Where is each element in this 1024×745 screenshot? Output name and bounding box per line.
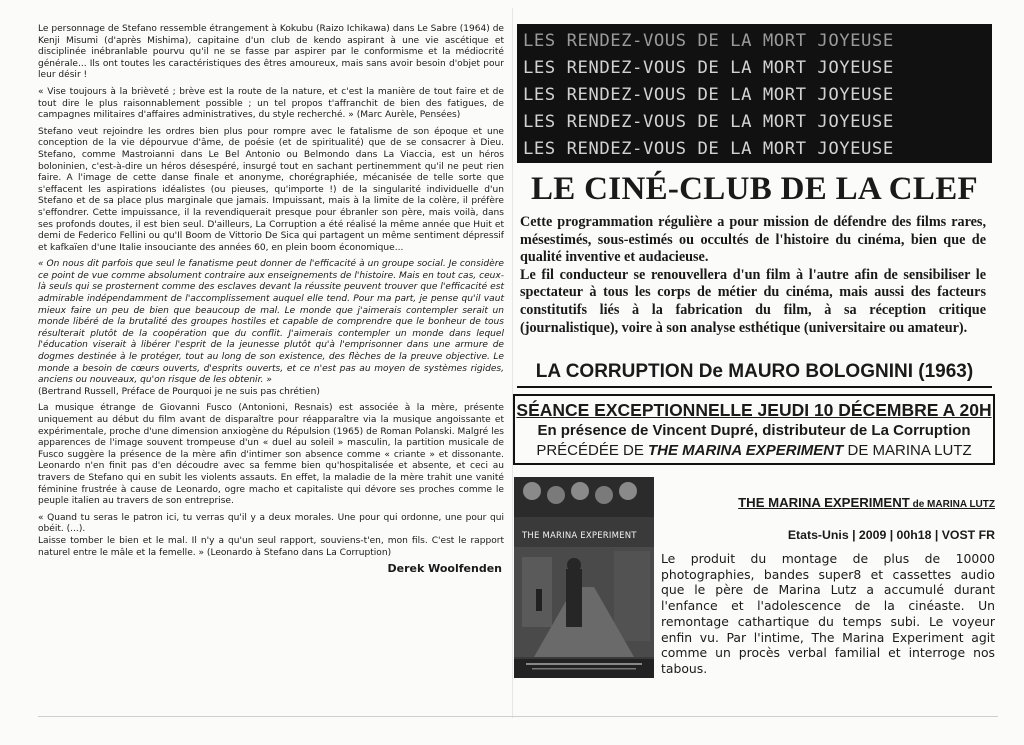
preceded-suffix: DE MARINA LUTZ (843, 442, 972, 459)
preceded-by-line (515, 441, 993, 461)
leonardo-quote-part-2: Laisse tomber le bien et le mal. Il n'y a qu'un seul rapport, souviens-t'en, mon fils. C'est le rapport naturel entre le mâle et la femelle. » (Leonardo à Stefano dans La Corruption) (38, 535, 504, 558)
poster-title: THE MARINA EXPERIMENT (522, 531, 637, 541)
russell-quote-credit: (Bertrand Russell, Préface de Pourquoi je ne suis pas chrétien) (38, 386, 320, 397)
fold-line (512, 8, 513, 718)
bottom-divider (38, 716, 998, 717)
banner-line: LES RENDEZ-VOUS DE LA MORT JOYEUSE (523, 112, 894, 132)
series-banner (517, 24, 992, 163)
preceded-prefix: PRÉCÉDÉE DE (536, 442, 649, 459)
review-paragraph-1: Le personnage de Stefano ressemble étrangement à Kokubu (Raizo Ichikawa) dans Le Sabre (1964) de Kenji Misumi (d'après Mishima), capitaine d'un club de kendo aspirant à une vie ascétique et disciplinée inébranlable pourvu qu'il ne se fasse par aspirer par le conformisme et la médiocrité générale... Ils ont toutes les caractéristiques des êtres amoureux, mais sans avoir besoin d'objet pour leur désir ! (38, 24, 504, 81)
intro-paragraph-2: Le fil conducteur se renouvellera d'un film à l'autre afin de sensibiliser le spectateur à tous les corps de métier du cinéma, mais aussi des facteurs constitutifs liés à la fabrication du film, à sa réception critique (journalistique), voire à son analyse esthétique (universitaire ou amateur). (520, 266, 986, 336)
review-paragraph-3: La musique étrange de Giovanni Fusco (Antonioni, Resnais) est associée à la mère, présente uniquement au début du film avant de disparaître pour réapparaître via la musique angoissante et expérimentale, proche d'une dimension anxiogène du Répulsion (1965) de Roman Polanski. Malgré les apparences de l'image souvent trompeuse d'un « duel au soleil » masculin, la partition musicale de Fusco suggère la présence de la mère afin d'intimer son absence comme « criante » et dissonante. Leonardo n'en finit pas d'en découdre avec sa femme bien qu'hospitalisée et absente, et ceci au travers de Stefano qui en subit les violents assauts. En effet, la maladie de la mère trahit une vanité féminine frustrée à cause de Leonardo, ogre macho et capitaliste qui dévore ses proches comme le peuple italien au travers de son entreprise. (38, 403, 504, 507)
short-film-title-inline: THE MARINA EXPERIMENT (648, 442, 844, 459)
short-film-title-text: THE MARINA EXPERIMENT (738, 495, 910, 510)
russell-quote: « On nous dit parfois que seul le fanatisme peut donner de l'efficacité à un groupe social. Je considère ce point de vue comme absolument contraire aux enseignements de l'histoire. Mais en tout cas, ceux-là seuls qui se prosternent comme des esclaves devant la réussite peuvent trouver que l'efficacité est admirable indépendamment de l'accomplissement auquel elle tend. Pour ma part, je pense qu'il vaut mieux faire un peu de bien que beaucoup de mal. Le monde que j'aimerais contempler serait un monde libéré de la brutalité des groupes hostiles et capable de comprendre que le bonheur de tous résulterait plutôt de la coopération que du conflit. J'aimerais contempler un monde dans lequel l'éducation viserait à libérer l'esprit de la jeunesse plutôt qu'à l'emprisonner dans une armure de dogmes destinée à le protéger, tout au long de son existence, des flèches de la preuve objective. Le monde a besoin de cœurs ouverts, d'esprits ouverts, et ce n'est pas au moyen de systèmes rigides, anciens ou nouveaux, qu'on risque de les obtenir. » (38, 259, 504, 386)
short-film-synopsis: Le produit du montage de plus de 10000 photographies, bandes super8 et cassettes audio que le père de Marina Lutz a accumulé durant l'enfance et l'adolescence de la cinéaste. Un remontage cathartique du temps subi. Le voyeur enfin vu. Par l'intime, The Marina Experiment agit comme un procès verbal familial et interroge nos tabous. (661, 551, 995, 676)
film-poster (514, 477, 654, 678)
screening-date: SÉANCE EXCEPTIONNELLE JEUDI 10 DÉCEMBRE A 20H (516, 400, 992, 420)
program-intro (520, 214, 986, 337)
leonardo-quote-part-1: « Quand tu seras le patron ici, tu verras qu'il y a deux morales. Une pour qui ordonne, une pour qui obéit. (...). (38, 512, 504, 535)
banner-line: LES RENDEZ-VOUS DE LA MORT JOYEUSE (523, 58, 894, 78)
author-signature: Derek Woolfenden (387, 562, 502, 576)
page-title: LE CINÉ-CLUB DE LA CLEF (531, 171, 978, 207)
poster-image (514, 477, 654, 678)
short-film-details (661, 494, 995, 677)
feature-film-heading: LA CORRUPTION De MAURO BOLOGNINI (1963) (517, 360, 992, 388)
banner-line: LES RENDEZ-VOUS DE LA MORT JOYEUSE (523, 139, 894, 159)
marcus-aurelius-quote: « Vise toujours à la brièveté ; brève est la route de la nature, et c'est la manière de tout faire et de tout dire le plus raisonnablement possible ; un tel propos t'affranchit de bien des fatigues, de campagnes militaires d'affaires administratives, du style recherché. » (Marc Aurèle, Pensées) (38, 86, 504, 121)
short-film-director: de MARINA LUTZ (909, 499, 995, 510)
banner-line: LES RENDEZ-VOUS DE LA MORT JOYEUSE (523, 31, 894, 51)
guest-line: En présence de Vincent Dupré, distributeur de La Corruption (537, 422, 971, 439)
banner-line: LES RENDEZ-VOUS DE LA MORT JOYEUSE (523, 85, 894, 105)
review-column (38, 24, 504, 714)
short-film-title (661, 494, 995, 514)
intro-paragraph-1: Cette programmation régulière a pour mission de défendre des films rares, mésestimés, sous-estimés ou occultés de l'histoire du cinéma, bien que de qualité inventive et audacieuse. (520, 214, 986, 266)
screening-box (513, 394, 995, 465)
review-paragraph-2: Stefano veut rejoindre les ordres bien plus pour rompre avec le fatalisme de son époque et une conception de la vie dépourvue d'âme, de poésie (et de spiritualité) que de se consacrer à Dieu. Stefano, comme Mastroianni dans Le Bel Antonio ou Belmondo dans La Viaccia, est un héros boloninien, c'est-à-dire un héros désespéré, insurgé tout en sachant pertinemment qu'il ne peut rien faire. A l'image de cette danse finale et anonyme, chorégraphiée, mécanisée de telle sorte que s'effacent les aspirations idéalistes (ou pieuses, qu'importe !) de la singularité individuelle d'un Stefano et de sa place plus marginale que jamais. Impuissant, mais à la limite de la colère, il préfère s'effondrer. Cette impuissance, il la revendiquerait presque pour ébranler son père, mais voilà, dans ses profonds doutes, il est bien seul. D'ailleurs, La Corruption a été réalisé la même année que Huit et demi de Federico Fellini ou qu'Il Boom de Vittorio De Sica qui partagent un même sentiment dépressif et kafkaïen d'une Italie insouciante des années 60, en plein boom économique... (38, 126, 504, 253)
short-film-meta: Etats-Unis | 2009 | 00h18 | VOST FR (787, 528, 995, 542)
